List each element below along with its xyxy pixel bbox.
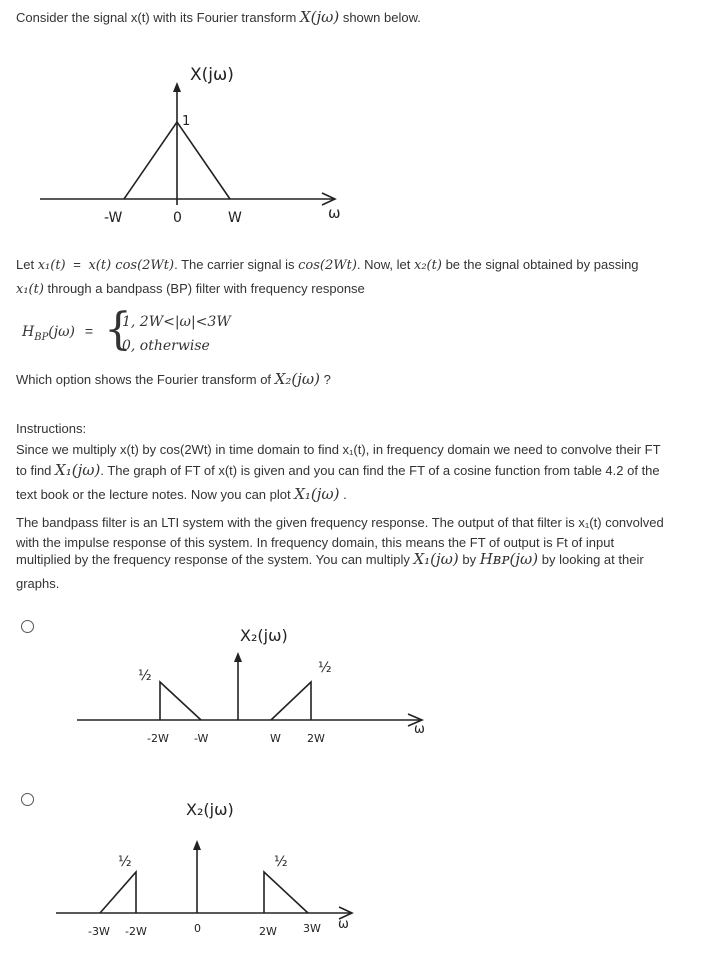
opt1-right-triangle (271, 682, 311, 720)
graph1-peak-label: 1 (182, 114, 191, 129)
opt2-right-height: ½ (274, 854, 288, 870)
intro-suffix: shown below. (342, 10, 421, 25)
p2-l3-by: by (462, 552, 477, 567)
opt1-title: X₂(jω) (240, 626, 288, 645)
option-2-radio[interactable] (21, 793, 34, 806)
p1-l2-a: to find (16, 463, 52, 478)
graph-x-of-jw (0, 0, 719, 240)
filter-case-2: 0, otherwise (122, 338, 210, 354)
opt2-left-triangle (100, 872, 136, 913)
opt2-title: X₂(jω) (186, 800, 234, 819)
graph1-title: X(jω) (190, 65, 234, 85)
setup-line-2 (16, 281, 365, 297)
p2-l3-sym2: Hʙᴘ(jω) (479, 550, 539, 568)
opt2-tick-2w: 2W (259, 925, 277, 938)
filter-h: H (22, 324, 35, 340)
opt1-tick-neg-2w: -2W (147, 732, 169, 745)
instructions-p2-line3 (16, 550, 644, 568)
setup-line-1 (16, 257, 639, 273)
opt2-left-height: ½ (118, 854, 132, 870)
setup-expr: x(t) cos(2Wt) (88, 258, 175, 273)
opt2-vertical-arrow (193, 840, 201, 850)
filter-brace: { (104, 304, 132, 355)
graph1-vertical-arrow (173, 82, 181, 92)
opt1-left-triangle (160, 682, 201, 720)
question-mark: ? (323, 372, 331, 387)
instructions-heading: Instructions: (16, 421, 87, 436)
setup-carrier-text: . The carrier signal is (174, 257, 295, 272)
p2-l3-a: multiplied by the frequency response of the system. You can multiply (16, 552, 410, 567)
p1-l3-a: text book or the lecture notes. Now you can plot (16, 487, 291, 502)
intro-symbol: X(jω) (299, 8, 340, 26)
opt2-tick-neg-2w: -2W (125, 925, 147, 938)
opt2-w-axis-arrow (339, 907, 352, 919)
instructions-p2-line2: with the impulse response of this system. In frequency domain, this means the FT of output is Ft of input (16, 535, 615, 550)
opt2-right-triangle (264, 872, 308, 913)
opt1-right-height: ½ (318, 660, 332, 676)
opt1-w-axis-arrow (408, 714, 422, 726)
instructions-p2-line1: The bandpass filter is an LTI system with the given frequency response. The output of that filter is x₁(t) convolved (16, 515, 664, 530)
opt1-axis-label: ω (414, 722, 425, 737)
opt1-vertical-arrow (234, 652, 242, 662)
filter-arg: (jω) (48, 324, 75, 340)
opt1-tick-2w: 2W (307, 732, 325, 745)
instructions-p2-line4: graphs. (16, 576, 60, 591)
p1-l2-sym: X₁(jω) (55, 461, 101, 479)
setup-now-let: . Now, let (356, 257, 411, 272)
filter-lhs (22, 323, 93, 343)
setup-let: Let (16, 257, 35, 272)
p1-l2-b: . The graph of FT of x(t) is given and you can find the FT of a cosine function from table 4.2 of the (100, 463, 660, 478)
filter-sub: BP (34, 331, 49, 343)
setup-eq: = (73, 257, 81, 272)
setup-carrier: cos(2Wt) (298, 258, 357, 273)
setup-line2-text: through a bandpass (BP) filter with frequency response (47, 281, 365, 296)
opt1-tick-w: W (270, 732, 281, 745)
setup-x1: x₁(t) (37, 258, 66, 273)
question (16, 370, 331, 388)
opt2-tick-neg-3w: -3W (88, 925, 110, 938)
setup-passing: be the signal obtained by passing (445, 257, 639, 272)
opt1-left-height: ½ (138, 668, 152, 684)
setup-x2: x₂(t) (414, 258, 442, 273)
question-symbol: X₂(jω) (274, 370, 320, 388)
opt2-axis-label: ω (338, 917, 349, 932)
instructions-p1-line2 (16, 461, 660, 479)
p1-l3-b: . (343, 487, 347, 502)
intro-prefix: Consider the signal x(t) with its Fourier transform (16, 10, 297, 25)
graph1-tick-zero: 0 (173, 210, 182, 226)
p2-l3-sym1: X₁(jω) (413, 550, 459, 568)
instructions-p1-line3 (16, 485, 347, 503)
graph1-tick-w: W (228, 210, 242, 226)
option-1-radio[interactable] (21, 620, 34, 633)
graph1-axis-label: ω (328, 204, 341, 222)
instructions-p1-line1: Since we multiply x(t) by cos(2Wt) in time domain to find x₁(t), in frequency domain we need to convolve their FT (16, 442, 661, 457)
graph1-tick-neg-w: -W (104, 210, 123, 226)
p2-l3-c: by looking at their (541, 552, 644, 567)
filter-eq: = (84, 323, 94, 339)
setup-line2-x1: x₁(t) (16, 282, 44, 297)
opt2-tick-zero: 0 (194, 922, 201, 935)
opt2-tick-3w: 3W (303, 922, 321, 935)
question-text: Which option shows the Fourier transform of (16, 372, 272, 387)
p1-l3-sym: X₁(jω) (294, 485, 340, 503)
opt1-tick-neg-w: -W (194, 732, 209, 745)
filter-case-1: 1, 2W<|ω|<3W (122, 314, 231, 330)
